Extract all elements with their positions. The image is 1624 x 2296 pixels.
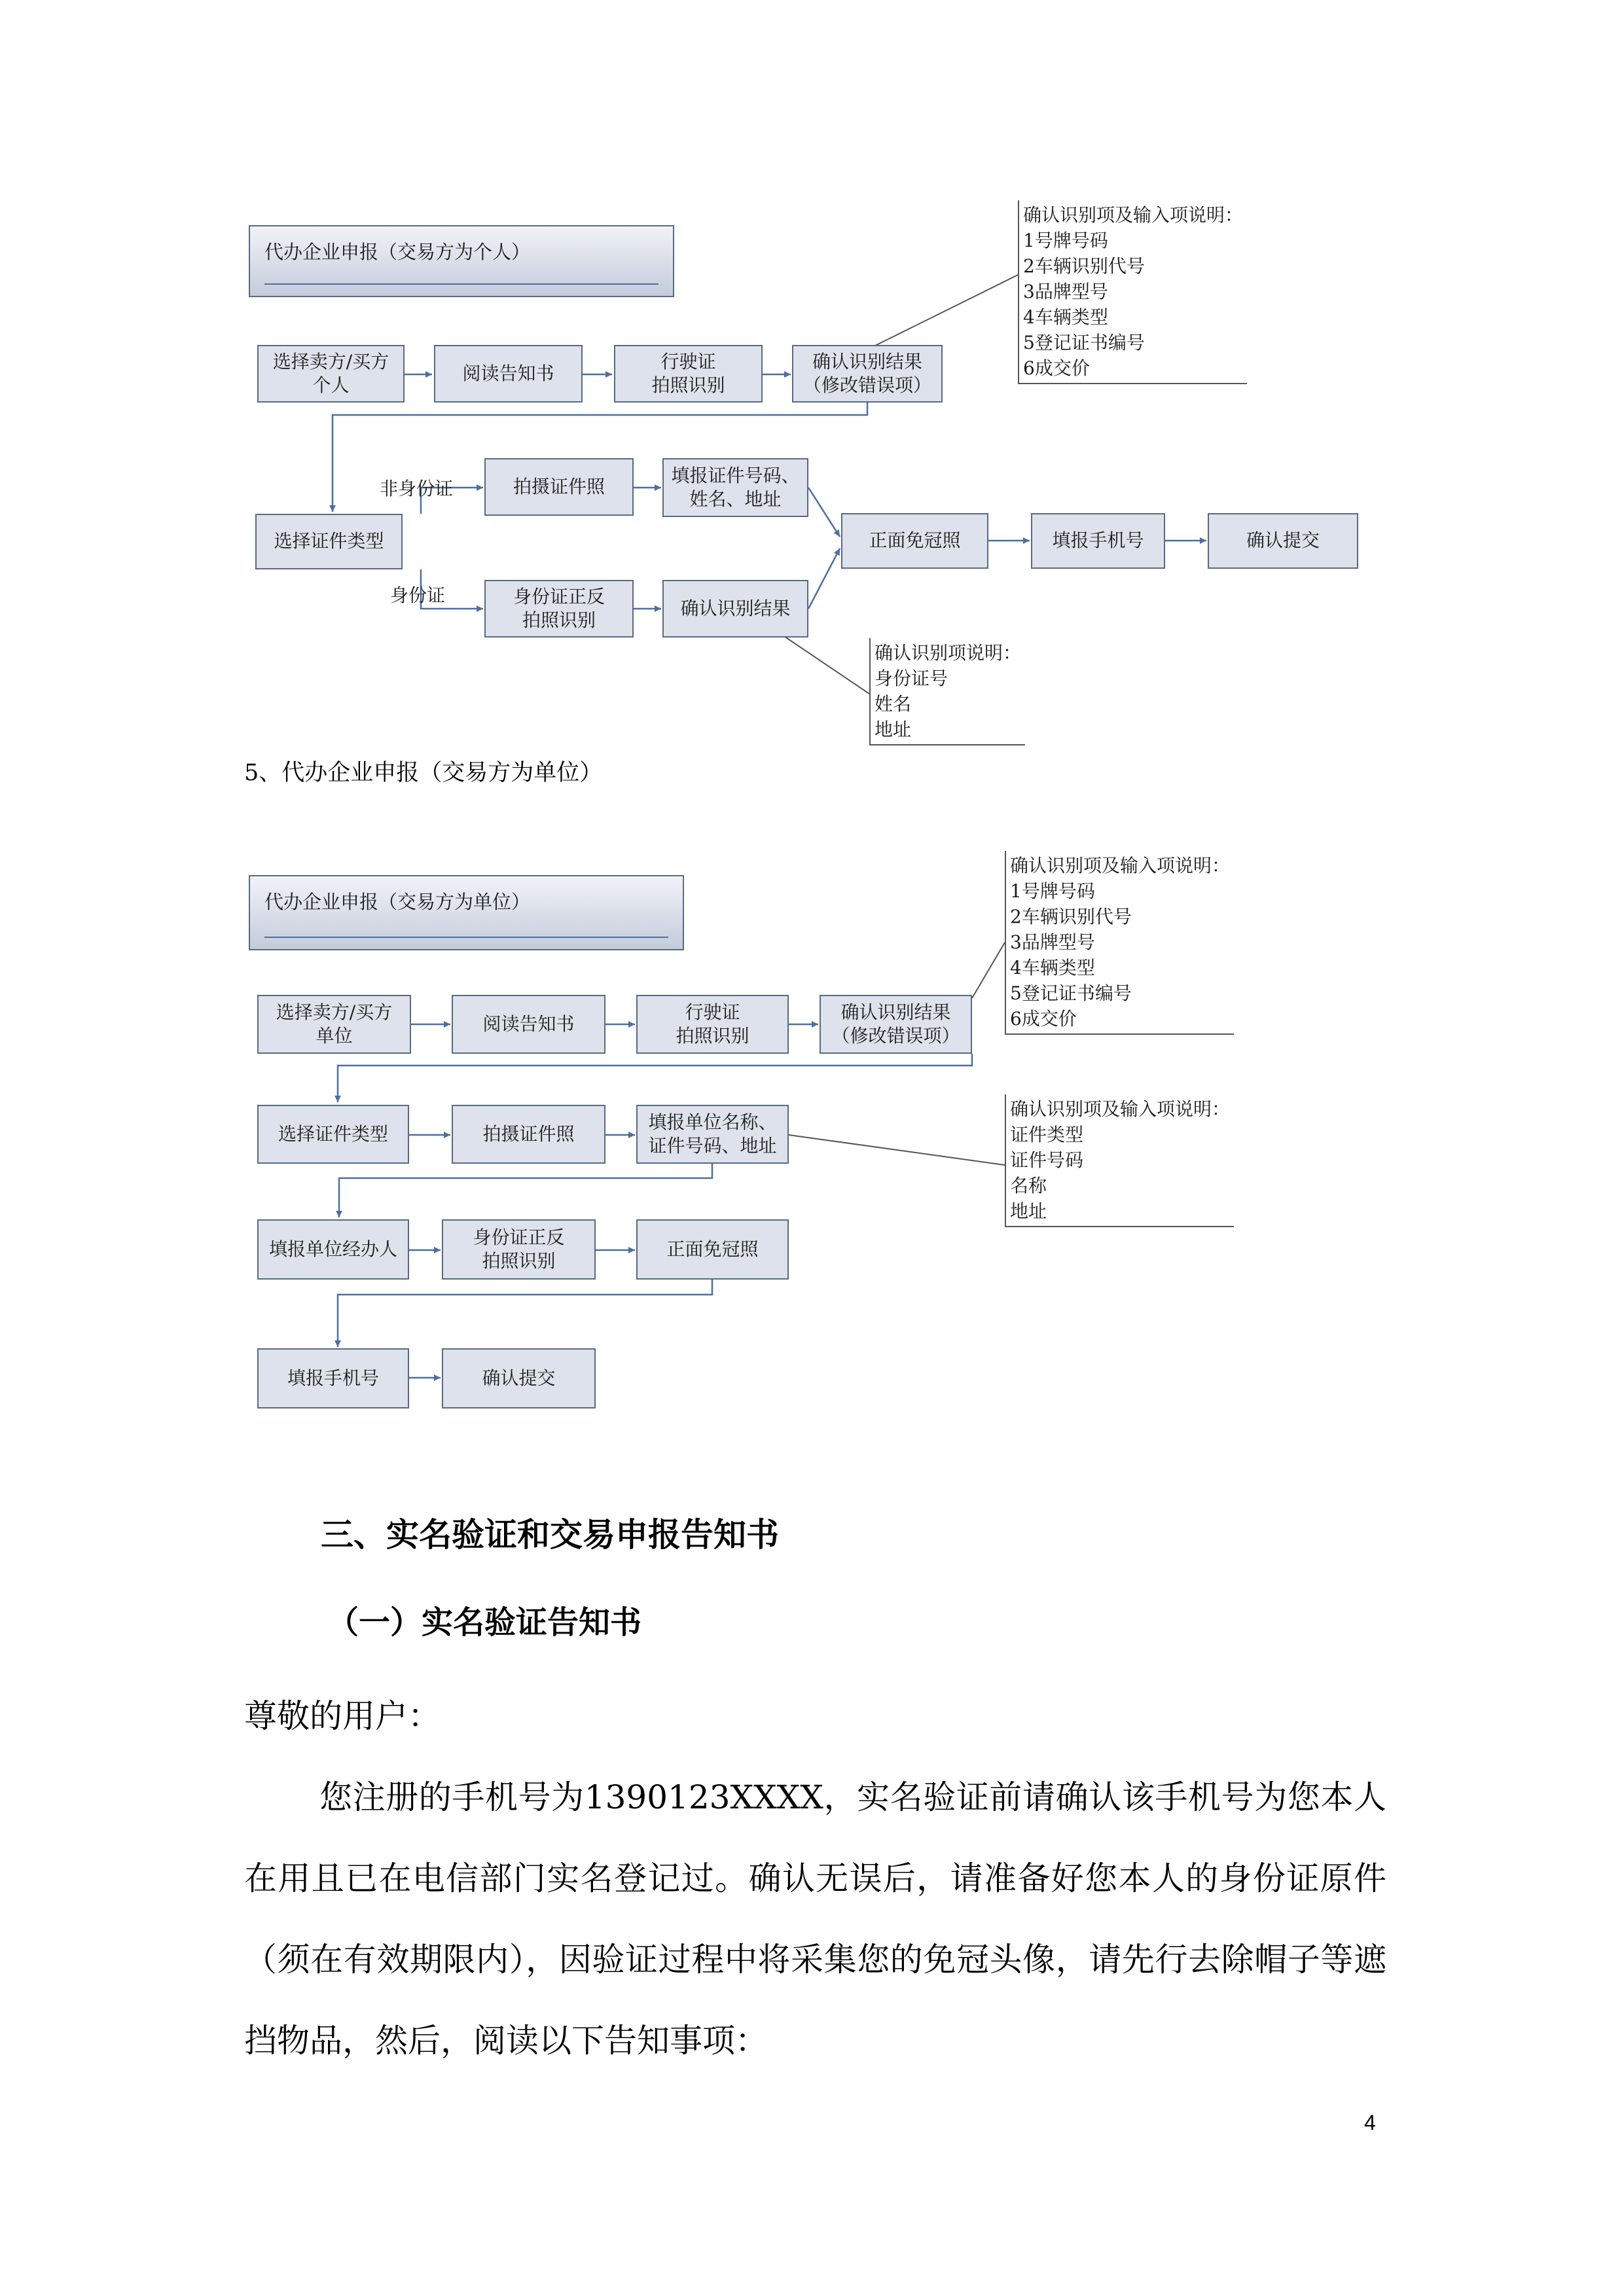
diagram2-title-text: 代办企业申报（交易方为单位） <box>264 891 531 913</box>
note-recognition-items <box>1018 200 1247 384</box>
diagram1-title <box>249 225 674 297</box>
box-license-scan: 行驶证 拍照识别 <box>636 995 789 1054</box>
note-item: 5登记证书编号 <box>1010 982 1132 1004</box>
box-confirm-id: 确认识别结果 <box>662 580 808 637</box>
box-fill-cert: 填报证件号码、 姓名、地址 <box>662 458 808 517</box>
note-title: 确认识别项及输入项说明： <box>1023 204 1244 226</box>
greeting: 尊敬的用户： <box>244 1697 441 1735</box>
note-recognition-items <box>1005 851 1234 1035</box>
note-item: 1号牌号码 <box>1010 880 1095 902</box>
box-select-cert: 选择证件类型 <box>257 1105 409 1164</box>
box-id-scan: 身份证正反 拍照识别 <box>484 580 634 637</box>
diagram2-title <box>249 875 684 950</box>
box-read-notice: 阅读告知书 <box>452 995 605 1054</box>
box-confirm-result: 确认识别结果 （修改错误项） <box>792 345 943 403</box>
note-org-items <box>1005 1094 1234 1227</box>
note-title: 确认识别项说明： <box>875 642 1022 664</box>
section-5-title: 5、代办企业申报（交易方为单位） <box>244 760 603 786</box>
note-item: 姓名 <box>875 693 912 715</box>
label-non-id: 非身份证 <box>380 478 454 499</box>
diagram1-title-text: 代办企业申报（交易方为个人） <box>264 241 531 263</box>
box-confirm-result: 确认识别结果 （修改错误项） <box>820 995 972 1054</box>
note-item: 6成交价 <box>1023 357 1090 379</box>
note-item: 名称 <box>1010 1175 1047 1196</box>
box-license-scan: 行驶证 拍照识别 <box>614 345 763 403</box>
section-heading: 三、实名验证和交易申报告知书 <box>321 1516 779 1554</box>
note-item: 证件号码 <box>1010 1149 1084 1171</box>
note-item: 2车辆识别代号 <box>1010 906 1132 927</box>
box-photo-cert: 拍摄证件照 <box>484 458 634 516</box>
body-paragraph: 您注册的手机号为1390123XXXX，实名验证前请确认该手机号为您本人在用且已在电信部门实名登记过。确认无误后，请准备好您本人的身份证原件（须在有效期限内），因验证过程中将采集您的免冠头像，请先行去除帽子等遮挡物品，然后，阅读以下告知事项： <box>244 1778 1386 2060</box>
note-item: 4车辆类型 <box>1010 957 1095 978</box>
box-fill-phone: 填报手机号 <box>257 1348 409 1408</box>
note-item: 2车辆识别代号 <box>1023 255 1145 277</box>
box-submit: 确认提交 <box>1208 513 1358 569</box>
box-fill-agent: 填报单位经办人 <box>257 1219 409 1280</box>
box-read-notice: 阅读告知书 <box>434 345 583 403</box>
note-item: 身份证号 <box>875 668 948 689</box>
note-item: 6成交价 <box>1010 1008 1077 1030</box>
box-select-party: 选择卖方/买方 个人 <box>257 345 405 403</box>
box-select-party: 选择卖方/买方 单位 <box>257 995 411 1054</box>
box-select-cert: 选择证件类型 <box>255 514 403 569</box>
note-id-items <box>869 638 1025 745</box>
page-number: 4 <box>1364 2111 1376 2134</box>
note-item: 3品牌型号 <box>1010 931 1095 953</box>
box-fill-org: 填报单位名称、 证件号码、地址 <box>636 1105 789 1164</box>
box-fill-phone: 填报手机号 <box>1031 513 1165 569</box>
box-photo-cert: 拍摄证件照 <box>452 1105 605 1164</box>
note-item: 5登记证书编号 <box>1023 332 1145 353</box>
note-item: 4车辆类型 <box>1023 306 1108 328</box>
note-title: 确认识别项及输入项说明： <box>1010 855 1231 876</box>
subsection-heading: （一）实名验证告知书 <box>327 1604 642 1641</box>
label-id: 身份证 <box>390 584 446 606</box>
box-id-scan: 身份证正反 拍照识别 <box>442 1219 596 1280</box>
note-title: 确认识别项及输入项说明： <box>1010 1098 1231 1120</box>
note-item: 3品牌型号 <box>1023 281 1108 302</box>
note-item: 证件类型 <box>1010 1124 1084 1145</box>
note-item: 地址 <box>1010 1200 1047 1222</box>
box-submit: 确认提交 <box>442 1348 596 1408</box>
box-face-photo: 正面免冠照 <box>841 513 988 569</box>
note-item: 1号牌号码 <box>1023 230 1108 251</box>
note-item: 地址 <box>875 719 912 740</box>
box-face-photo: 正面免冠照 <box>636 1219 789 1280</box>
